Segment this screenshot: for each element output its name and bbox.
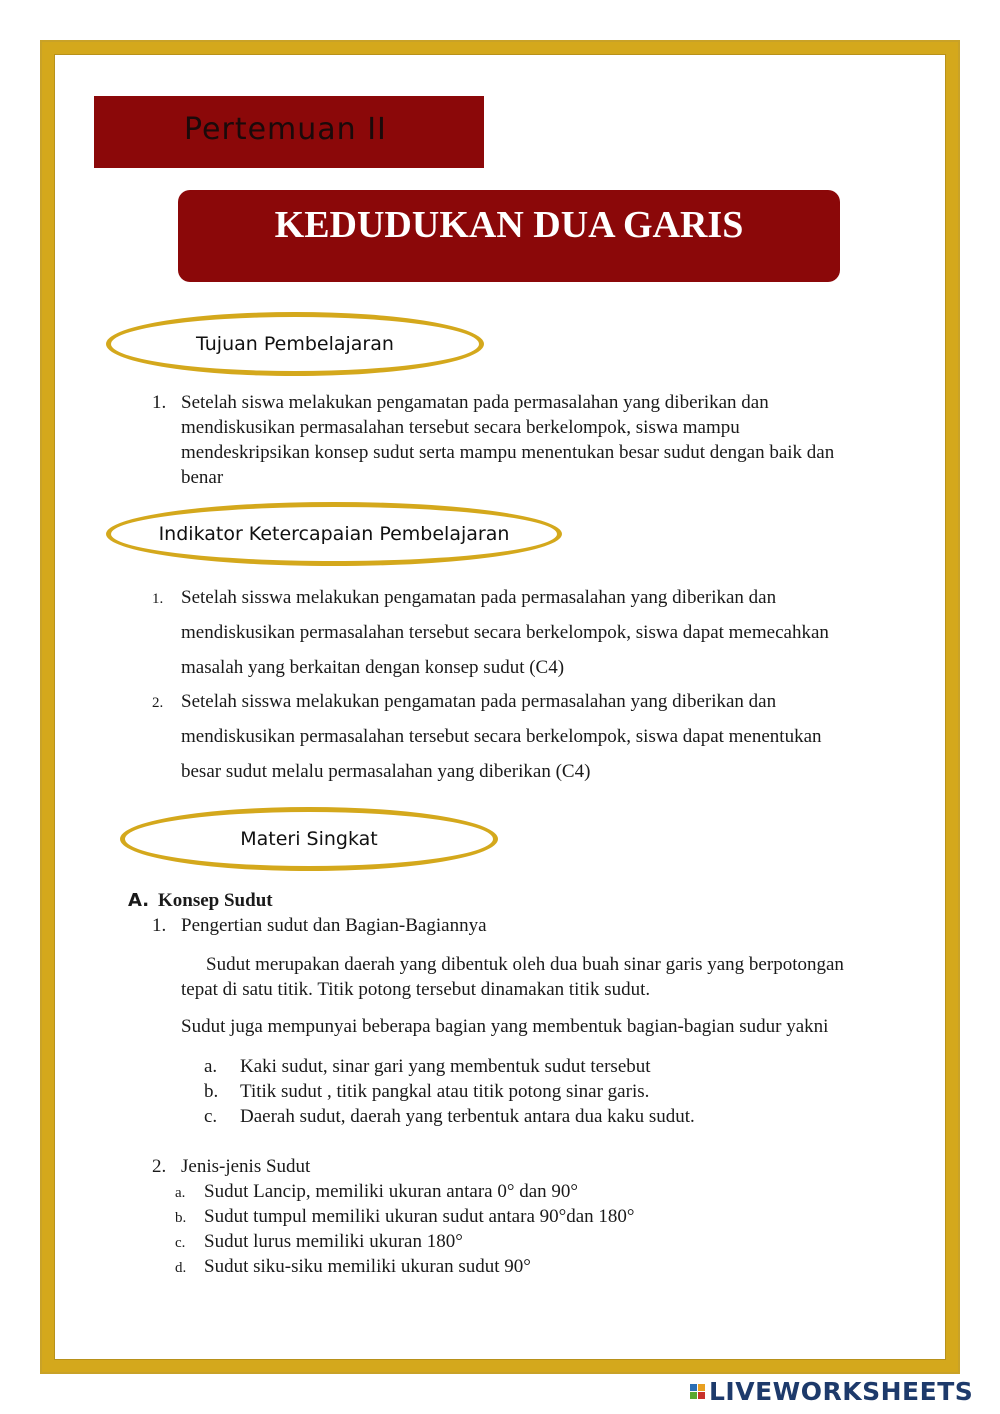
objective-number: 1. [152,392,167,413]
objective-line-2: mendiskusikan permasalahan tersebut secara berkelompok, siswa mampu [181,417,740,438]
indicator-2-line-3: besar sudut melalu permasalahan yang diberikan (C4) [181,761,591,782]
page-title: KEDUDUKAN DUA GARIS [274,204,744,246]
watermark-text: LIVEWORKSHEETS [709,1376,974,1406]
part-text-b: Titik sudut , titik pangkal atau titik potong sinar garis. [240,1081,650,1102]
point1-title: Pengertian sudut dan Bagian-Bagiannya [181,915,487,936]
objective-line-4: benar [181,467,224,488]
part-text-c: Daerah sudut, daerah yang terbentuk antara dua kaku sudut. [240,1106,695,1127]
type-text-c: Sudut lurus memiliki ukuran 180° [204,1231,463,1252]
point1-para1-line-1: Sudut merupakan daerah yang dibentuk oleh dua buah sinar garis yang berpotongan [206,954,844,975]
type-letter-d: d. [175,1260,187,1276]
meeting-label: Pertemuan II [184,112,387,147]
indicator-1-line-1: Setelah sisswa melakukan pengamatan pada permasalahan yang diberikan dan [181,587,777,608]
material-heading-pill [120,807,498,871]
material-heading: Materi Singkat [240,828,378,850]
type-text-b: Sudut tumpul memiliki ukuran sudut antara 90°dan 180° [204,1206,635,1227]
part-text-a: Kaki sudut, sinar gari yang membentuk sudut tersebut [240,1056,651,1077]
meeting-banner [94,96,484,168]
type-letter-b: b. [175,1210,187,1226]
indicators-heading-pill [106,502,562,566]
indicator-1-line-2: mendiskusikan permasalahan tersebut secara berkelompok, siswa dapat memecahkan [181,622,829,643]
point1-number: 1. [152,915,167,936]
indicator-number-2: 2. [152,695,164,711]
objective-line-3: mendeskripsikan konsep sudut serta mampu menentukan besar sudut dengan baik dan [181,442,835,463]
liveworksheets-logo-icon [690,1384,705,1399]
point1-para1-line-2: tepat di satu titik. Titik potong tersebut dinamakan titik sudut. [181,979,651,1000]
type-letter-c: c. [175,1235,186,1251]
part-letter-c: c. [204,1106,218,1127]
point1-para2: Sudut juga mempunyai beberapa bagian yang membentuk bagian-bagian sudur yakni [181,1016,829,1037]
part-letter-b: b. [204,1081,219,1102]
indicator-2-line-2: mendiskusikan permasalahan tersebut secara berkelompok, siswa dapat menentukan [181,726,822,747]
subsection-title: Konsep Sudut [158,890,273,911]
title-banner [178,190,840,282]
part-letter-a: a. [204,1056,218,1077]
point2-title: Jenis-jenis Sudut [181,1156,311,1177]
objectives-heading: Tujuan Pembelajaran [196,333,394,355]
subsection-letter: A. [128,890,150,911]
type-text-a: Sudut Lancip, memiliki ukuran antara 0° dan 90° [204,1181,578,1202]
liveworksheets-watermark [690,1376,973,1406]
indicator-2-line-1: Setelah sisswa melakukan pengamatan pada permasalahan yang diberikan dan [181,691,777,712]
indicator-1-line-3: masalah yang berkaitan dengan konsep sudut (C4) [181,657,565,678]
objectives-heading-pill [106,312,484,376]
indicator-number-1: 1. [152,591,164,607]
type-text-d: Sudut siku-siku memiliki ukuran sudut 90° [204,1256,531,1277]
point2-number: 2. [152,1156,167,1177]
objective-line-1: Setelah siswa melakukan pengamatan pada permasalahan yang diberikan dan [181,392,769,413]
type-letter-a: a. [175,1185,186,1201]
indicators-heading: Indikator Ketercapaian Pembelajaran [158,523,510,545]
